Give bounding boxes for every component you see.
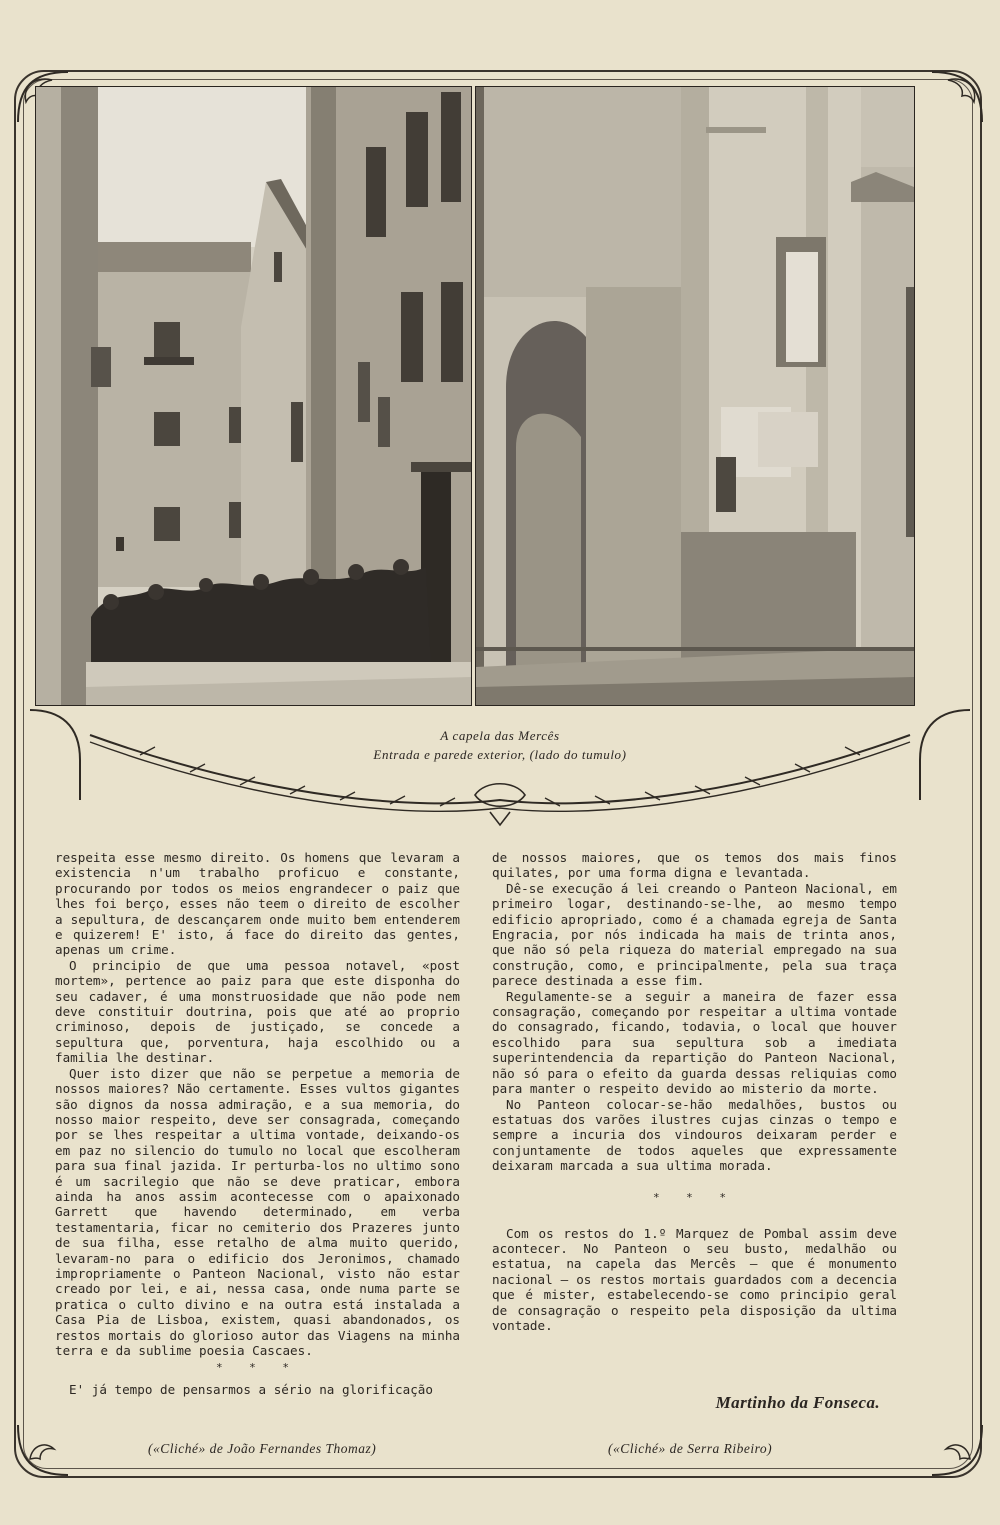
paragraph: respeita esse mesmo direito. Os homens que levaram a existencia n'um trabalho proficuo e constante, procurando por todos os meios engrandecer o paiz que lhes foi berço, esses não teem o direito de escolher a sepultura, de descançarem onde muito bem entenderem e quizerem! E' isto, á face do direito das gentes, apenas um crime. (55, 850, 460, 958)
photo-chapel-exterior-wall (475, 86, 915, 706)
paragraph: E' já tempo de pensarmos a sério na glorificação (69, 1382, 433, 1398)
paragraph: No Panteon colocar-se-hão medalhões, bustos ou estatuas dos varões ilustres cujas cinzas o tempo e sempre a incuria dos vindouros deixaram perder e conjuntamente de todos aqueles que expressamente deixaram marcada a sua ultima morada. (492, 1096, 897, 1174)
caption-subtitle: Entrada e parede exterior, (lado do tumulo) (373, 747, 627, 762)
section-separator: * * * (652, 1190, 737, 1204)
corner-ornament-top-right (922, 62, 992, 132)
paragraph: Dê-se execução á lei creando o Panteon Nacional, em primeiro logar, destinando-se-lhe, ao mesmo tempo edificio apropriado, como é a chamada egreja de Santa Engracia, por nós indicada ha mais de trinta anos, que não só pela riqueza do material empregado na sua construção, como, e principalmente, pela sua traça parece destinada a esse fim. (492, 880, 897, 989)
right-text-column (492, 850, 897, 1333)
figure-caption (250, 726, 750, 764)
paragraph: Regulamente-se a seguir a maneira de fazer essa consagração, começando por respeitar a ultima vontade do consagrado, ficando, todavia, o local que houver escolhido para sua sepultura sob a imediata superintendencia da repartição do Panteon Nacional, não só para o efeito da guarda dessas reliquias como para manter o respeito devido ao misterio da morte. (492, 988, 897, 1097)
corner-ornament-bottom-left (8, 1415, 78, 1485)
paragraph: Com os restos do 1.º Marquez de Pombal assim deve acontecer. No Panteon o seu busto, medalhão ou estatua, na capela das Mercês — que é monumento nacional — os restos mortais guardados com a decencia que é mister, estabelecendo-se como principio geral de consagração o respeito pela disposição da ultima vontade. (492, 1225, 897, 1333)
author-signature: Martinho da Fonseca. (715, 1393, 880, 1412)
corner-ornament-bottom-right (922, 1415, 992, 1485)
left-text-column (55, 850, 460, 1398)
paragraph: de nossos maiores, que os temos dos mais finos quilates, por uma forma digna e levantada. (492, 850, 897, 881)
caption-title: A capela das Mercês (440, 728, 560, 743)
photo-street-chapel-entrance (35, 86, 472, 706)
section-separator: * * * (215, 1361, 300, 1375)
photo-credit-right: («Cliché» de Serra Ribeiro) (608, 1441, 773, 1456)
photo-credit-left: («Cliché» de João Fernandes Thomaz) (148, 1441, 377, 1456)
paragraph: Quer isto dizer que não se perpetue a memoria de nossos maiores? Não certamente. Esses vultos gigantes são dignos da nossa admiração, e a sua memoria, do nosso maior respeito, deve ser consagrada, começando por se lhes respeitar a ultima vontade, deixando-os em paz no silencio do tumulo no local que escolheram para sua final jazida. Ir perturba-los no ultimo sono é um sacrilegio que não se deve praticar, embora ainda ha anos assim acontecesse com o apaixonado Garrett que havendo determinado, em verba testamentaria, ficar no cemiterio dos Prazeres junto de sua filha, esse retalho de alma muito querido, levaram-no para o edificio dos Jeronimos, chamado impropriamente o Panteon Nacional, visto não estar creado por lei, e ai, nessa casa, onde numa parte se pratica o culto divino e na outra está instalada a Casa Pia de Lisboa, existem, quasi abandonados, os restos mortais do glorioso autor das Viagens na minha terra e da sublime poesia Cascaes. (55, 1065, 460, 1358)
garland-ornament (20, 700, 980, 830)
paragraph: O principio de que uma pessoa notavel, «post mortem», pertence ao paiz para que este disponha do seu cadaver, é uma monstruosidade que não pode nem deve constituir doutrina, pois que até ao proprio criminoso, depois de justiçado, se concede a sepultura que, porventura, haja escolhido ou a familia lhe destinar. (55, 957, 460, 1066)
